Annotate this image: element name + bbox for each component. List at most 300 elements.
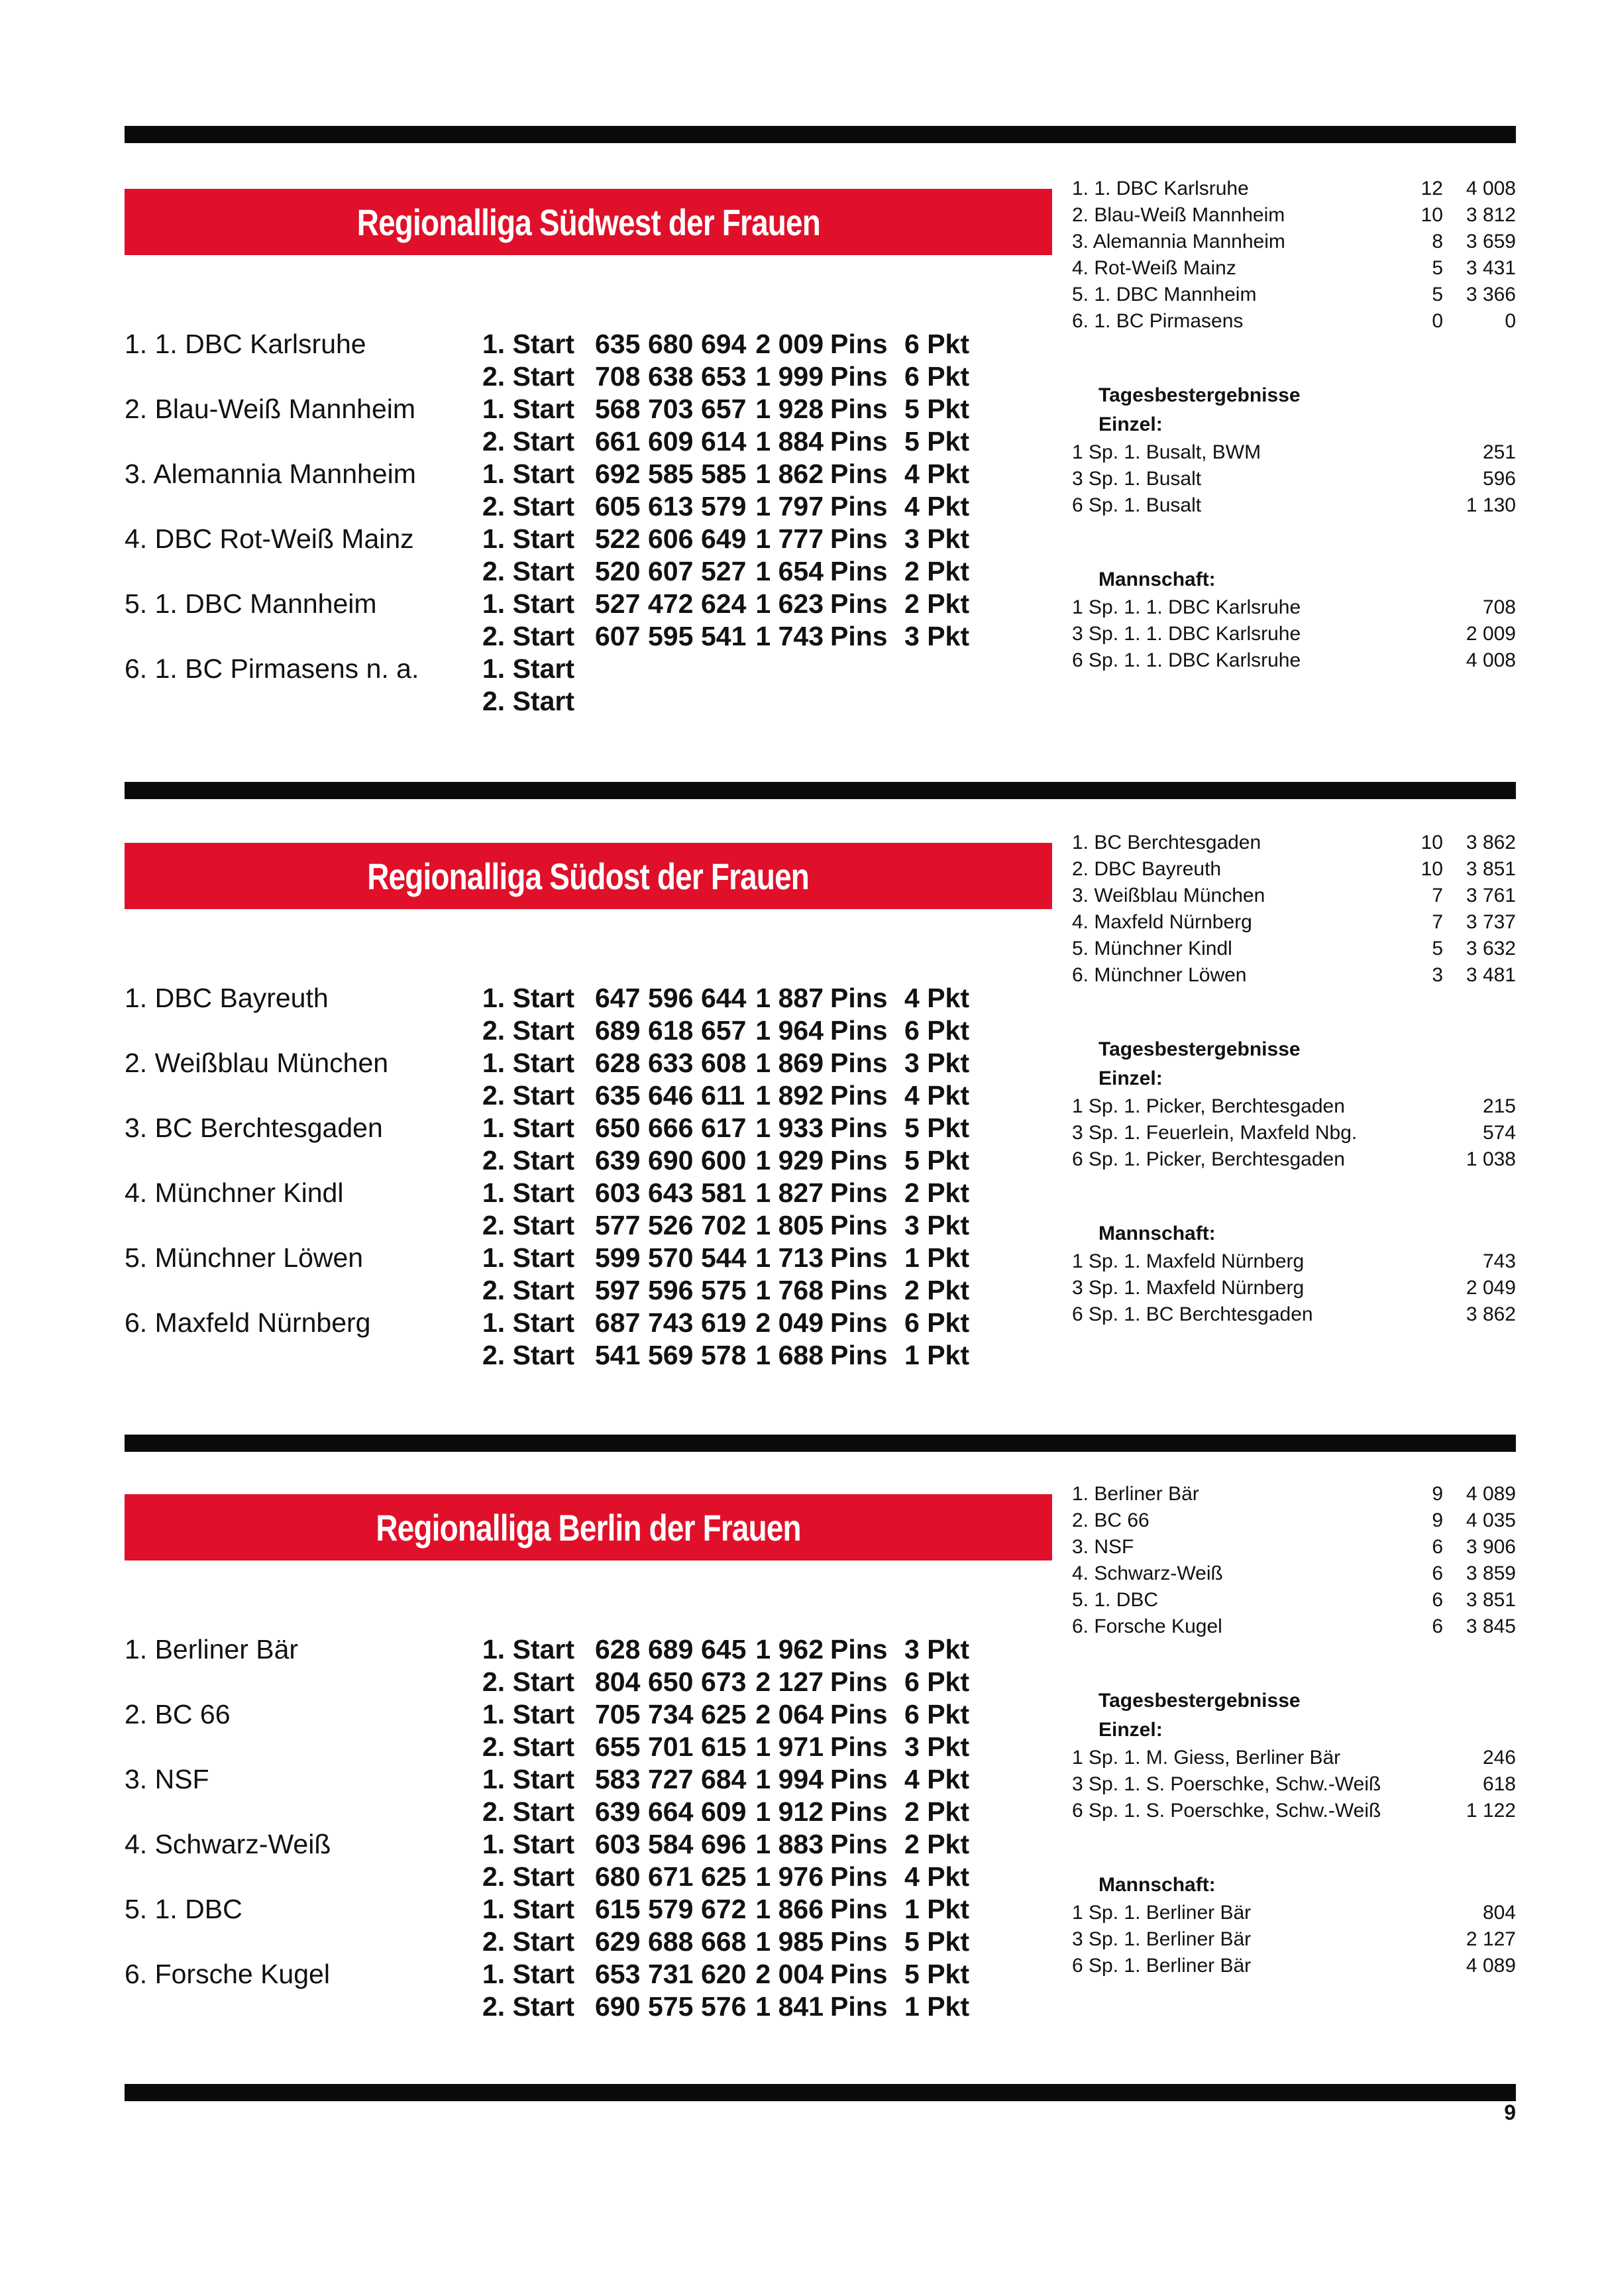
game-2-score: 596 (648, 983, 694, 1013)
start-label: 1. Start (482, 459, 574, 489)
total-pins: 1 985 (755, 1926, 824, 1957)
start-label: 2. Start (482, 1796, 574, 1827)
einzel-heading: Einzel: (1098, 1067, 1163, 1089)
pins-label: Pins (830, 1959, 888, 1989)
game-2-score: 585 (648, 459, 694, 489)
einzel-row (1072, 1146, 1516, 1173)
game-1-score: 583 (595, 1764, 641, 1794)
game-2-score: 596 (648, 1275, 694, 1305)
total-pins: 1 827 (755, 1177, 824, 1208)
game-2-score: 579 (648, 1894, 694, 1924)
total-pins: 1 841 (755, 1991, 824, 2022)
standings-pins: 3 431 (1466, 257, 1516, 279)
game-3-score: 581 (701, 1177, 747, 1208)
team-name: 6. Forsche Kugel (125, 1959, 330, 1989)
game-2-score: 633 (648, 1048, 694, 1078)
points: 6 Pkt (904, 1015, 969, 1046)
mannschaft-label: 6 Sp. 1. BC Berchtesgaden (1072, 1303, 1313, 1325)
pins-label: Pins (830, 1275, 888, 1305)
mannschaft-row (1072, 594, 1516, 621)
start-label: 2. Start (482, 1145, 574, 1175)
standings-row (1072, 909, 1516, 936)
game-2-score: 526 (648, 1210, 694, 1240)
pins-label: Pins (830, 1145, 888, 1175)
result-row (125, 1144, 1065, 1177)
pins-label: Pins (830, 1340, 888, 1370)
result-row (125, 1209, 1065, 1242)
team-name: 5. 1. DBC Mannheim (125, 588, 377, 619)
standings-row (1072, 202, 1516, 229)
game-2-score: 680 (648, 329, 694, 359)
standings-team: 6. 1. BC Pirmasens (1072, 310, 1244, 332)
game-3-score: 624 (701, 588, 747, 619)
standings-pins: 3 906 (1466, 1536, 1516, 1558)
game-2-score: 606 (648, 523, 694, 554)
points: 6 Pkt (904, 1667, 969, 1697)
total-pins: 1 999 (755, 361, 824, 392)
total-pins: 1 929 (755, 1145, 824, 1175)
game-3-score: 600 (701, 1145, 747, 1175)
standings-team: 5. 1. DBC (1072, 1589, 1159, 1611)
result-row (125, 1079, 1065, 1112)
game-2-score: 570 (648, 1242, 694, 1273)
result-row (125, 1763, 1065, 1796)
pins-label: Pins (830, 1829, 888, 1859)
game-3-score: 620 (701, 1959, 747, 1989)
standings-pins: 4 008 (1466, 178, 1516, 199)
mannschaft-row (1072, 1248, 1516, 1275)
game-3-score: 644 (701, 983, 747, 1013)
game-2-score: 609 (648, 426, 694, 457)
game-1-score: 605 (595, 491, 641, 521)
mannschaft-value: 804 (1482, 1902, 1516, 1924)
start-label: 2. Start (482, 1080, 574, 1111)
pins-label: Pins (830, 621, 888, 651)
standings-row (1072, 282, 1516, 308)
game-1-score: 635 (595, 1080, 641, 1111)
game-2-score: 638 (648, 361, 694, 392)
total-pins: 1 743 (755, 621, 824, 651)
points: 5 Pkt (904, 1959, 969, 1989)
total-pins: 1 777 (755, 523, 824, 554)
mannschaft-row (1072, 647, 1516, 674)
mannschaft-label: 1 Sp. 1. 1. DBC Karlsruhe (1072, 596, 1301, 618)
result-row (125, 1796, 1065, 1828)
game-1-score: 804 (595, 1667, 641, 1697)
einzel-value: 596 (1482, 468, 1516, 490)
total-pins: 1 797 (755, 491, 824, 521)
mannschaft-label: 3 Sp. 1. Maxfeld Nürnberg (1072, 1277, 1305, 1299)
pins-label: Pins (830, 361, 888, 392)
mannschaft-value: 2 127 (1466, 1928, 1516, 1950)
result-row (125, 982, 1065, 1014)
best-results-heading: Tagesbestergebnisse (1098, 1038, 1301, 1060)
start-label: 2. Start (482, 1731, 574, 1762)
game-1-score: 680 (595, 1861, 641, 1892)
standings-row (1072, 176, 1516, 202)
points: 2 Pkt (904, 1796, 969, 1827)
start-label: 2. Start (482, 491, 574, 521)
standings-team: 2. BC 66 (1072, 1509, 1150, 1531)
einzel-label: 6 Sp. 1. S. Poerschke, Schw.-Weiß (1072, 1800, 1381, 1822)
result-row (125, 328, 1065, 360)
game-2-score: 671 (648, 1861, 694, 1892)
standings-row (1072, 1481, 1516, 1507)
standings-team: 4. Rot-Weiß Mainz (1072, 257, 1236, 279)
total-pins: 1 884 (755, 426, 824, 457)
standings-points: 10 (1420, 858, 1443, 880)
total-pins: 1 688 (755, 1340, 824, 1370)
game-3-score: 527 (701, 556, 747, 586)
pins-label: Pins (830, 426, 888, 457)
start-label: 1. Start (482, 1177, 574, 1208)
mannschaft-heading: Mannschaft: (1098, 1223, 1216, 1244)
einzel-label: 1 Sp. 1. M. Giess, Berliner Bär (1072, 1747, 1341, 1769)
results-table (125, 1633, 1065, 2023)
mannschaft-heading: Mannschaft: (1098, 569, 1216, 590)
points: 5 Pkt (904, 1113, 969, 1143)
result-row (125, 620, 1065, 653)
standings-row (1072, 308, 1516, 335)
game-1-score: 577 (595, 1210, 641, 1240)
einzel-label: 3 Sp. 1. Busalt (1072, 468, 1202, 490)
mannschaft-value: 3 862 (1466, 1303, 1516, 1325)
pins-label: Pins (830, 1048, 888, 1078)
start-label: 1. Start (482, 523, 574, 554)
game-2-score: 703 (648, 394, 694, 424)
pins-label: Pins (830, 983, 888, 1013)
team-name: 2. Weißblau München (125, 1048, 389, 1078)
standings-row (1072, 936, 1516, 962)
start-label: 2. Start (482, 621, 574, 651)
team-name: 4. Schwarz-Weiß (125, 1829, 331, 1859)
league-title-banner (125, 843, 1052, 909)
standings-team: 6. Forsche Kugel (1072, 1615, 1222, 1637)
pins-label: Pins (830, 1926, 888, 1957)
start-label: 1. Start (482, 329, 574, 359)
game-1-score: 650 (595, 1113, 641, 1143)
start-label: 1. Start (482, 1959, 574, 1989)
standings-team: 6. Münchner Löwen (1072, 964, 1247, 986)
pins-label: Pins (830, 1861, 888, 1892)
result-row (125, 425, 1065, 458)
standings-team: 5. Münchner Kindl (1072, 938, 1232, 959)
standings-points: 5 (1432, 284, 1443, 305)
mannschaft-value: 2 009 (1466, 623, 1516, 645)
standings-row (1072, 255, 1516, 282)
pins-label: Pins (830, 1991, 888, 2022)
start-label: 2. Start (482, 1926, 574, 1957)
result-row (125, 1014, 1065, 1047)
pins-label: Pins (830, 1731, 888, 1762)
mannschaft-label: 1 Sp. 1. Berliner Bär (1072, 1902, 1252, 1924)
game-2-score: 646 (648, 1080, 694, 1111)
pins-label: Pins (830, 1177, 888, 1208)
result-row (125, 1731, 1065, 1763)
standings-row (1072, 1613, 1516, 1640)
standings-pins: 3 851 (1466, 858, 1516, 880)
standings-team: 4. Maxfeld Nürnberg (1072, 911, 1252, 933)
total-pins: 2 127 (755, 1667, 824, 1697)
start-label: 2. Start (482, 1015, 574, 1046)
points: 4 Pkt (904, 983, 969, 1013)
result-row (125, 458, 1065, 490)
start-label: 2. Start (482, 1861, 574, 1892)
page-number: 9 (1504, 2101, 1516, 2124)
league-title: Regionalliga Südwest der Frauen (356, 201, 820, 243)
einzel-value: 215 (1482, 1095, 1516, 1117)
section-divider-bottom (125, 2084, 1516, 2101)
team-name: 6. Maxfeld Nürnberg (125, 1307, 371, 1338)
game-1-score: 635 (595, 329, 641, 359)
game-3-score: 615 (701, 1731, 747, 1762)
standings-pins: 3 859 (1466, 1562, 1516, 1584)
standings-points: 9 (1432, 1483, 1443, 1505)
section-divider-2 (125, 1435, 1516, 1452)
result-row (125, 360, 1065, 393)
game-2-score: 688 (648, 1926, 694, 1957)
result-row (125, 1274, 1065, 1307)
total-pins: 1 623 (755, 588, 824, 619)
standings-row (1072, 1587, 1516, 1613)
mannschaft-label: 3 Sp. 1. 1. DBC Karlsruhe (1072, 623, 1301, 645)
mannschaft-value: 2 049 (1466, 1277, 1516, 1299)
game-2-score: 690 (648, 1145, 694, 1175)
game-3-score: 578 (701, 1340, 747, 1370)
pins-label: Pins (830, 1699, 888, 1729)
total-pins: 1 713 (755, 1242, 824, 1273)
game-2-score: 743 (648, 1307, 694, 1338)
game-2-score: 643 (648, 1177, 694, 1208)
pins-label: Pins (830, 588, 888, 619)
game-1-score: 541 (595, 1340, 641, 1370)
game-1-score: 690 (595, 1991, 641, 2022)
standings-points: 10 (1420, 832, 1443, 853)
einzel-row (1072, 1745, 1516, 1771)
standings-team: 1. 1. DBC Karlsruhe (1072, 178, 1249, 199)
mannschaft-row (1072, 1900, 1516, 1926)
mannschaft-row (1072, 1275, 1516, 1301)
pins-label: Pins (830, 556, 888, 586)
game-1-score: 708 (595, 361, 641, 392)
total-pins: 1 962 (755, 1634, 824, 1665)
pins-label: Pins (830, 459, 888, 489)
mannschaft-label: 6 Sp. 1. Berliner Bär (1072, 1955, 1252, 1977)
game-1-score: 705 (595, 1699, 641, 1729)
points: 1 Pkt (904, 1340, 969, 1370)
result-row (125, 588, 1065, 620)
result-row (125, 1633, 1065, 1666)
start-label: 2. Start (482, 1210, 574, 1240)
mannschaft-value: 743 (1482, 1250, 1516, 1272)
standings-team: 3. Weißblau München (1072, 885, 1265, 906)
standings-pins: 3 737 (1466, 911, 1516, 933)
points: 3 Pkt (904, 1210, 969, 1240)
game-3-score: 541 (701, 621, 747, 651)
section-divider-1 (125, 782, 1516, 799)
standings-team: 1. BC Berchtesgaden (1072, 832, 1261, 853)
mannschaft-label: 3 Sp. 1. Berliner Bär (1072, 1928, 1252, 1950)
einzel-heading: Einzel: (1098, 413, 1163, 435)
einzel-value: 246 (1482, 1747, 1516, 1769)
standings-points: 0 (1432, 310, 1443, 332)
points: 5 Pkt (904, 426, 969, 457)
einzel-value: 574 (1482, 1122, 1516, 1144)
game-1-score: 607 (595, 621, 641, 651)
total-pins: 1 976 (755, 1861, 824, 1892)
points: 2 Pkt (904, 1177, 969, 1208)
pins-label: Pins (830, 523, 888, 554)
start-label: 1. Start (482, 1764, 574, 1794)
total-pins: 2 009 (755, 329, 824, 359)
einzel-value: 1 130 (1466, 494, 1516, 516)
pins-label: Pins (830, 1015, 888, 1046)
result-row (125, 1307, 1065, 1339)
points: 5 Pkt (904, 1145, 969, 1175)
standings-row (1072, 962, 1516, 989)
team-name: 3. Alemannia Mannheim (125, 459, 416, 489)
points: 2 Pkt (904, 1275, 969, 1305)
game-1-score: 527 (595, 588, 641, 619)
result-row (125, 1698, 1065, 1731)
sidebar (1072, 176, 1516, 674)
standings-points: 6 (1432, 1562, 1443, 1584)
result-row (125, 490, 1065, 523)
points: 4 Pkt (904, 491, 969, 521)
standings-points: 8 (1432, 231, 1443, 252)
einzel-label: 6 Sp. 1. Picker, Berchtesgaden (1072, 1148, 1345, 1170)
total-pins: 1 866 (755, 1894, 824, 1924)
result-row (125, 1958, 1065, 1991)
standings-table (1072, 1481, 1516, 1640)
game-3-score: 653 (701, 361, 747, 392)
standings-points: 12 (1420, 178, 1443, 199)
result-row (125, 1861, 1065, 1893)
total-pins: 1 964 (755, 1015, 824, 1046)
game-3-score: 696 (701, 1829, 747, 1859)
standings-points: 6 (1432, 1615, 1443, 1637)
total-pins: 1 933 (755, 1113, 824, 1143)
start-label: 2. Start (482, 426, 574, 457)
points: 3 Pkt (904, 1634, 969, 1665)
result-row (125, 1828, 1065, 1861)
total-pins: 1 862 (755, 459, 824, 489)
total-pins: 2 049 (755, 1307, 824, 1338)
game-3-score: 684 (701, 1764, 747, 1794)
start-label: 1. Start (482, 1829, 574, 1859)
einzel-row (1072, 1771, 1516, 1798)
pins-label: Pins (830, 394, 888, 424)
league-title: Regionalliga Südost der Frauen (367, 855, 810, 897)
start-label: 1. Start (482, 1113, 574, 1143)
einzel-row (1072, 1798, 1516, 1824)
mannschaft-label: 1 Sp. 1. Maxfeld Nürnberg (1072, 1250, 1305, 1272)
pins-label: Pins (830, 1307, 888, 1338)
pins-label: Pins (830, 1113, 888, 1143)
standings-pins: 3 366 (1466, 284, 1516, 305)
team-name: 4. Münchner Kindl (125, 1177, 344, 1208)
result-row (125, 1666, 1065, 1698)
standings-pins: 3 632 (1466, 938, 1516, 959)
points: 5 Pkt (904, 394, 969, 424)
standings-points: 6 (1432, 1536, 1443, 1558)
total-pins: 1 768 (755, 1275, 824, 1305)
result-row (125, 523, 1065, 555)
team-name: 5. Münchner Löwen (125, 1242, 364, 1273)
start-label: 1. Start (482, 588, 574, 619)
game-3-score: 673 (701, 1667, 747, 1697)
best-results-heading: Tagesbestergebnisse (1098, 1690, 1301, 1712)
standings-pins: 3 862 (1466, 832, 1516, 853)
einzel-heading: Einzel: (1098, 1719, 1163, 1741)
standings-team: 5. 1. DBC Mannheim (1072, 284, 1257, 305)
points: 5 Pkt (904, 1926, 969, 1957)
points: 1 Pkt (904, 1894, 969, 1924)
pins-label: Pins (830, 1080, 888, 1111)
game-1-score: 628 (595, 1048, 641, 1078)
team-name: 3. BC Berchtesgaden (125, 1113, 383, 1143)
standings-pins: 3 851 (1466, 1589, 1516, 1611)
einzel-label: 6 Sp. 1. Busalt (1072, 494, 1202, 516)
result-row (125, 555, 1065, 588)
result-row (125, 1177, 1065, 1209)
pins-label: Pins (830, 1894, 888, 1924)
standings-row (1072, 856, 1516, 883)
points: 6 Pkt (904, 361, 969, 392)
game-1-score: 603 (595, 1829, 641, 1859)
game-1-score: 603 (595, 1177, 641, 1208)
points: 3 Pkt (904, 523, 969, 554)
standings-pins: 3 845 (1466, 1615, 1516, 1637)
game-2-score: 666 (648, 1113, 694, 1143)
game-2-score: 734 (648, 1699, 694, 1729)
einzel-value: 618 (1482, 1773, 1516, 1795)
game-3-score: 625 (701, 1699, 747, 1729)
result-row (125, 1893, 1065, 1926)
points: 6 Pkt (904, 329, 969, 359)
points: 6 Pkt (904, 1307, 969, 1338)
einzel-value: 1 122 (1466, 1800, 1516, 1822)
game-3-score: 702 (701, 1210, 747, 1240)
game-3-score: 579 (701, 491, 747, 521)
game-3-score: 611 (701, 1080, 745, 1111)
standings-team: 4. Schwarz-Weiß (1072, 1562, 1223, 1584)
game-1-score: 639 (595, 1796, 641, 1827)
total-pins: 1 887 (755, 983, 824, 1013)
standings-row (1072, 1560, 1516, 1587)
standings-points: 10 (1420, 204, 1443, 226)
game-2-score: 664 (648, 1796, 694, 1827)
pins-label: Pins (830, 1634, 888, 1665)
standings-table (1072, 830, 1516, 989)
game-3-score: 657 (701, 394, 747, 424)
game-3-score: 576 (701, 1991, 747, 2022)
team-name: 1. 1. DBC Karlsruhe (125, 329, 366, 359)
mannschaft-value: 4 008 (1466, 649, 1516, 671)
pins-label: Pins (830, 491, 888, 521)
pins-label: Pins (830, 1764, 888, 1794)
game-3-score: 575 (701, 1275, 747, 1305)
standings-points: 5 (1432, 257, 1443, 279)
standings-pins: 3 761 (1466, 885, 1516, 906)
start-label: 1. Start (482, 983, 574, 1013)
game-1-score: 522 (595, 523, 641, 554)
standings-pins: 3 659 (1466, 231, 1516, 252)
start-label: 1. Start (482, 1048, 574, 1078)
sidebar (1072, 830, 1516, 1328)
points: 2 Pkt (904, 1829, 969, 1859)
game-3-score: 609 (701, 1796, 747, 1827)
